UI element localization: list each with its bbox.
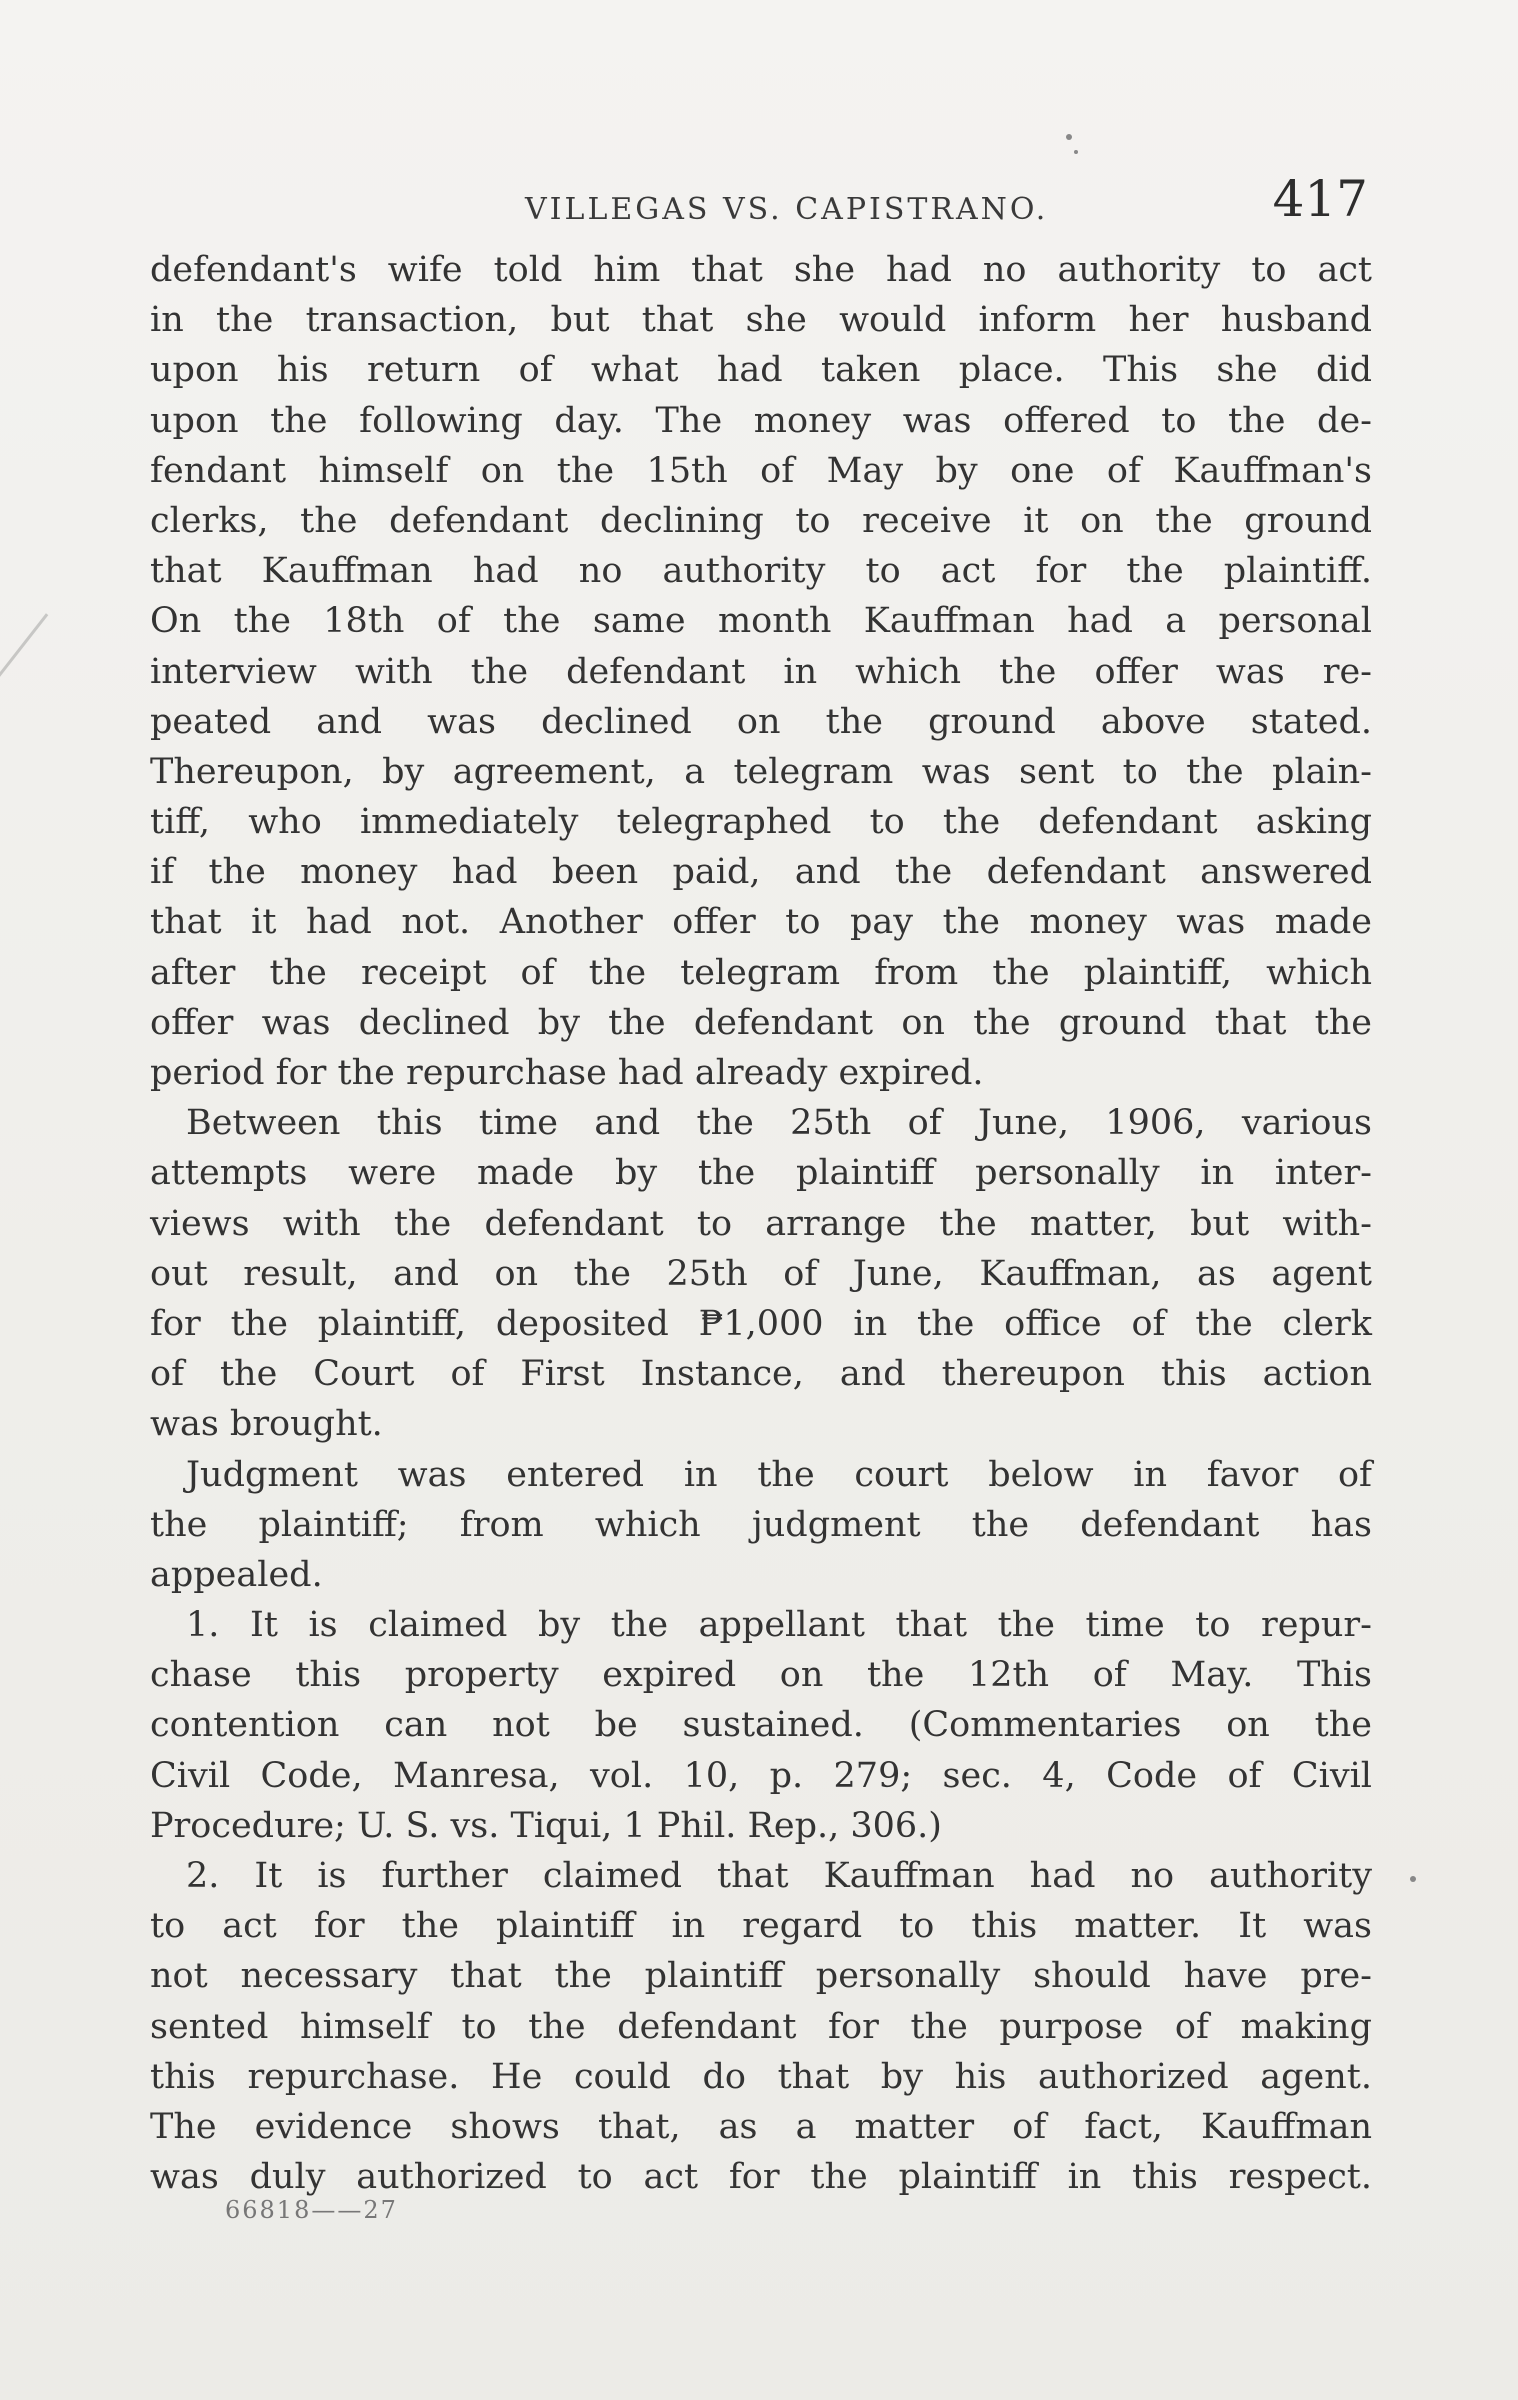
printer-signature: 66818——27	[225, 2196, 398, 2224]
text-line: defendant's wife told him that she had no authority to act	[150, 250, 1372, 290]
text-line: tiff, who immediately telegraphed to the defendant asking	[150, 802, 1372, 843]
paragraph-end-line: Procedure; U. S. vs. Tiqui, 1 Phil. Rep., 306.)	[150, 1805, 942, 1846]
text-line: views with the defendant to arrange the matter, but with-	[150, 1203, 1372, 1244]
text-line: that Kauffman had no authority to act for the plaintiff.	[150, 551, 1372, 592]
text-line: of the Court of First Instance, and thereupon this action	[150, 1354, 1372, 1395]
text-line: for the plaintiff, deposited ₱1,000 in the office of the clerk	[150, 1303, 1372, 1344]
text-line: upon his return of what had taken place. This she did	[150, 350, 1372, 391]
text-line: The evidence shows that, as a matter of fact, Kauffman	[150, 2106, 1372, 2147]
text-line: attempts were made by the plaintiff personally in inter-	[150, 1153, 1372, 1194]
paragraph-end-line: was brought.	[150, 1404, 383, 1445]
body-text	[150, 245, 1372, 2202]
text-line: if the money had been paid, and the defendant answered	[150, 852, 1372, 893]
text-line: peated and was declined on the ground above stated.	[150, 701, 1372, 742]
text-line: contention can not be sustained. (Commentaries on the	[150, 1705, 1372, 1746]
text-line: not necessary that the plaintiff personally should have pre-	[150, 1956, 1372, 1997]
paragraph-start-line: Judgment was entered in the court below in favor of	[186, 1454, 1372, 1495]
text-line: On the 18th of the same month Kauffman had a personal	[150, 601, 1372, 642]
speck	[1066, 134, 1072, 140]
text-line: Thereupon, by agreement, a telegram was sent to the plain-	[150, 751, 1372, 792]
text-line: after the receipt of the telegram from the plaintiff, which	[150, 952, 1372, 993]
speck	[1074, 150, 1078, 154]
margin-smudge	[0, 613, 100, 719]
text-line: sented himself to the defendant for the purpose of making	[150, 2006, 1372, 2047]
speck	[1410, 1876, 1416, 1882]
paragraph-start-line: 2. It is further claimed that Kauffman had no authority	[186, 1856, 1372, 1896]
text-line: in the transaction, but that she would inform her husband	[150, 300, 1372, 341]
paragraph-end-line: period for the repurchase had already expired.	[150, 1053, 984, 1093]
text-line: was duly authorized to act for the plaintiff in this respect.	[150, 2157, 1372, 2198]
text-line: that it had not. Another offer to pay the money was made	[150, 902, 1372, 943]
page-header	[160, 170, 1368, 240]
text-line: the plaintiff; from which judgment the defendant has	[150, 1504, 1372, 1545]
paragraph-start-line: 1. It is claimed by the appellant that the time to repur-	[186, 1605, 1372, 1646]
text-line: clerks, the defendant declining to receive it on the ground	[150, 500, 1372, 541]
text-line: Civil Code, Manresa, vol. 10, p. 279; sec. 4, Code of Civil	[150, 1755, 1372, 1796]
text-line: chase this property expired on the 12th of May. This	[150, 1655, 1372, 1696]
text-line: fendant himself on the 15th of May by one of Kauffman's	[150, 450, 1372, 491]
text-line: to act for the plaintiff in regard to this matter. It was	[150, 1906, 1372, 1947]
running-title: VILLEGAS VS. CAPISTRANO.	[525, 192, 1049, 227]
text-line: upon the following day. The money was offered to the de-	[150, 400, 1372, 441]
text-line: this repurchase. He could do that by his authorized agent.	[150, 2056, 1372, 2097]
paragraph-end-line: appealed.	[150, 1554, 323, 1595]
page-number: 417	[1272, 170, 1368, 228]
text-line: interview with the defendant in which the offer was re-	[150, 651, 1372, 692]
text-line: offer was declined by the defendant on the ground that the	[150, 1002, 1372, 1043]
text-line: out result, and on the 25th of June, Kauffman, as agent	[150, 1253, 1372, 1294]
paragraph-start-line: Between this time and the 25th of June, 1906, various	[186, 1103, 1372, 1144]
